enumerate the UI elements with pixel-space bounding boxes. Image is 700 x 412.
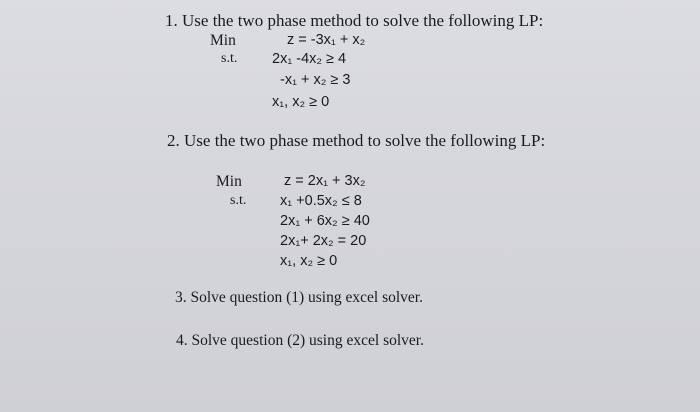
- q2-constraint-3: 2x₁+ 2x₂ = 20: [280, 233, 367, 249]
- q2-nonnegativity: x₁, x₂ ≥ 0: [280, 253, 338, 269]
- q1-constraint-1: 2x₁ -4x₂ ≥ 4: [272, 51, 347, 67]
- q2-constraint-2: 2x₁ + 6x₂ ≥ 40: [280, 213, 370, 229]
- q3-text: 3. Solve question (1) using excel solver.: [175, 289, 423, 306]
- q1-st-label: s.t.: [221, 51, 238, 66]
- q2-min-label: Min: [216, 173, 242, 190]
- q4-text: 4. Solve question (2) using excel solver.: [176, 332, 424, 349]
- q1-heading: 1. Use the two phase method to solve the following LP:: [165, 11, 544, 30]
- q1-objective: z = -3x₁ + x₂: [287, 32, 366, 48]
- q2-heading: 2. Use the two phase method to solve the following LP:: [167, 131, 546, 150]
- q1-nonnegativity: x₁, x₂ ≥ 0: [272, 94, 330, 110]
- q1-constraint-2: -x₁ + x₂ ≥ 3: [280, 72, 351, 88]
- q2-constraint-1: x₁ +0.5x₂ ≤ 8: [280, 193, 362, 209]
- q2-st-label: s.t.: [230, 193, 247, 208]
- q1-min-label: Min: [210, 32, 236, 49]
- q2-objective: z = 2x₁ + 3x₂: [284, 173, 366, 189]
